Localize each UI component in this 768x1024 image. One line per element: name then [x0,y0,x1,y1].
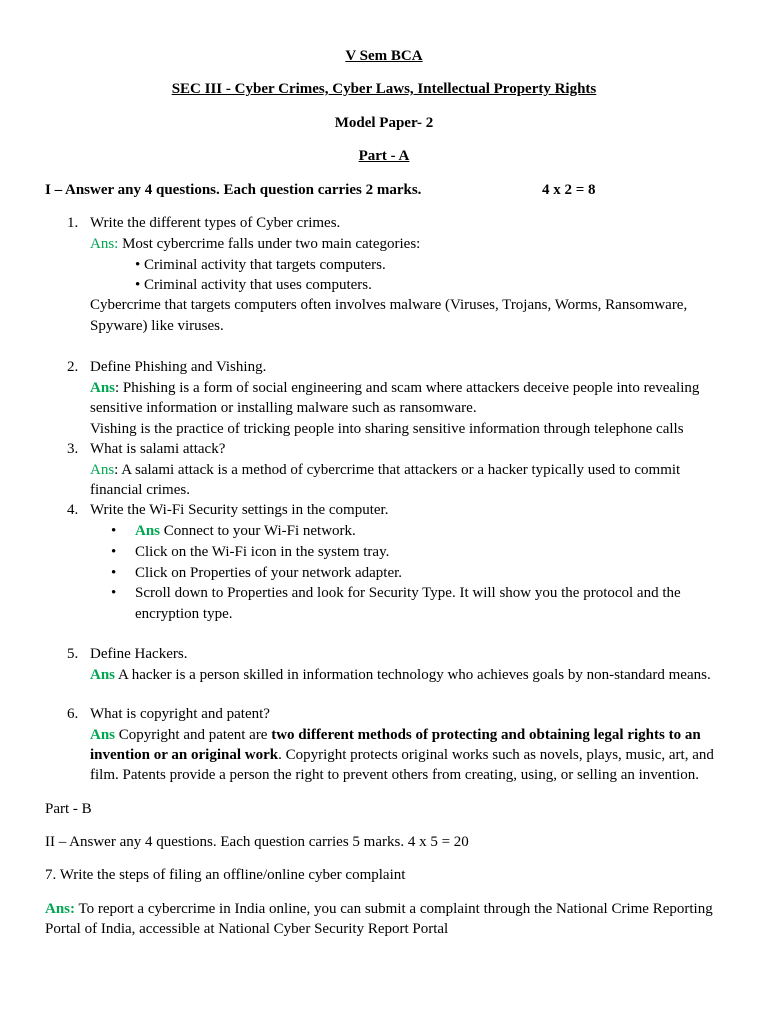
q6-answer-line-3: film. Patents provide a person the right to prevent others from creating, using, or selling an invention. [90,767,700,783]
model-paper-title: Model Paper- 2 [334,115,434,131]
part-a-heading: Part - A [358,148,410,164]
q6-text: What is copyright and patent? [90,706,270,722]
q2-answer-line-3: Vishing is the practice of tricking people into sharing sensitive information through telephone calls [90,421,684,437]
q2-text: Define Phishing and Vishing. [90,359,267,375]
answer-label: Ans [90,462,115,478]
answer-label: Ans [90,380,116,396]
q4-text: Write the Wi-Fi Security settings in the computer. [90,502,389,518]
q4-bullet-2: Click on the Wi-Fi icon in the system tray. [135,544,390,560]
q7-text: 7. Write the steps of filing an offline/online cyber complaint [45,867,406,883]
q1-text: Write the different types of Cyber crimes. [90,215,341,231]
q4-bullet-3: Click on Properties of your network adapter. [135,565,403,581]
answer-label: Ans [135,523,161,539]
bullet-dot: • [111,523,117,539]
q3-answer-line-2: financial crimes. [90,482,190,498]
bullet-dot: • [111,585,117,601]
q1-answer: Ans: Most cybercrime falls under two main categories: [90,236,421,252]
q3-answer-line-1: Ans: A salami attack is a method of cybercrime that attackers or a hacker typically used to commit [90,462,681,478]
section-b-instruction: II – Answer any 4 questions. Each question carries 5 marks. 4 x 5 = 20 [45,834,469,850]
answer-label: Ans: [90,236,119,252]
answer-label: Ans [90,727,116,743]
q6-number: 6. [67,706,79,722]
q1-number: 1. [67,215,79,231]
q1-bullet-1: • Criminal activity that targets computers. [135,257,386,273]
section-a-marks: 4 x 2 = 8 [542,182,596,198]
part-b-heading: Part - B [45,801,92,817]
q5-text: Define Hackers. [90,646,188,662]
section-a-instruction: I – Answer any 4 questions. Each question carries 2 marks. [45,182,422,198]
q2-number: 2. [67,359,79,375]
q5-number: 5. [67,646,79,662]
q4-bullet-4-line-1: Scroll down to Properties and look for Security Type. It will show you the protocol and the [135,585,681,601]
q4-number: 4. [67,502,79,518]
q6-answer-line-1: Ans Copyright and patent are two different methods of protecting and obtaining legal rights to an [90,727,701,743]
q4-bullet-4-line-2: encryption type. [135,606,233,622]
q5-answer: Ans A hacker is a person skilled in information technology who achieves goals by non-standard means. [90,667,711,683]
bullet-dot: • [111,565,117,581]
q1-extra-line-1: Cybercrime that targets computers often involves malware (Viruses, Trojans, Worms, Ransomware, [90,297,688,313]
bullet-dot: • [111,544,117,560]
course-title: V Sem BCA [345,48,423,64]
q2-answer-line-2: sensitive information or installing malware such as ransomware. [90,400,477,416]
q1-bullet-2: • Criminal activity that uses computers. [135,277,372,293]
answer-label: Ans [90,667,116,683]
q6-answer-line-2: invention or an original work. Copyright protects original works such as novels, plays, music, art, and [90,747,714,763]
answer-label: Ans: [45,901,76,917]
q4-bullet-1: Ans Connect to your Wi-Fi network. [135,523,356,539]
q3-number: 3. [67,441,79,457]
q2-answer-line-1: Ans: Phishing is a form of social engineering and scam where attackers deceive people into revealing [90,380,700,396]
q7-answer-line-2: Portal of India, accessible at National Cyber Security Report Portal [45,921,449,937]
q1-extra-line-2: Spyware) like viruses. [90,318,224,334]
q7-answer-line-1: Ans: To report a cybercrime in India online, you can submit a complaint through the National Crime Reporting [45,901,713,917]
q3-text: What is salami attack? [90,441,226,457]
paper-subject: SEC III - Cyber Crimes, Cyber Laws, Intellectual Property Rights [171,81,597,97]
